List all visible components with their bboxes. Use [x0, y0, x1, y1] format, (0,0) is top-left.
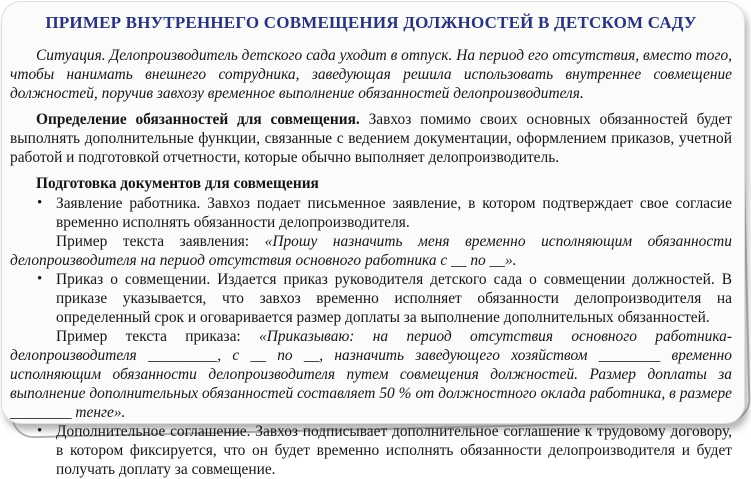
document-title: ПРИМЕР ВНУТРЕННЕГО СОВМЕЩЕНИЯ ДОЛЖНОСТЕЙ В ДЕТСКОМ САДУ: [45, 13, 697, 32]
bullet-line: [10, 270, 732, 327]
bullet-icon: •: [37, 271, 43, 287]
bullet-text: Приказ о совмещении. Издается приказ руководителя детского сада о совмещении должностей. В приказе указывается, что завхоз временно исполняет обязанности делопроизводителя на определенный срок и оговаривается размер доплаты за выполнение дополнительных обязанностей.: [56, 271, 732, 326]
document-card: [1, 1, 745, 478]
bullet-icon: •: [37, 423, 43, 439]
document-body: [10, 46, 732, 479]
example-quote: «Прошу назначить меня временно исполняющим обязанности делопроизводителя на период отсутствия основного работника с __ по __».: [10, 233, 732, 269]
bullet-item-application: [10, 194, 732, 270]
bullet-text: Заявление работника. Завхоз подает письменное заявление, в котором подтверждает свое согласие временно исполнять обязанности делопроизводителя.: [56, 195, 732, 231]
definition-body: Завхоз помимо своих основных обязанностей будет выполнять дополнительные функции, связанные с ведением документации, оформлением приказов, учетной работой и подготовкой отчетности, которые обычно выполняет делопроизводитель.: [10, 111, 732, 166]
bullet-list: [10, 194, 732, 479]
bullet-item-order: [10, 270, 732, 422]
bullet-item-agreement: [10, 422, 732, 479]
bullet-text: Дополнительное соглашение. Завхоз подписывает дополнительное соглашение к трудовому договору, в котором фиксируется, что он будет временно исполнять обязанности делопроизводителя и будет получать доплату за совмещение.: [56, 423, 732, 478]
example-label: Пример текста заявления:: [56, 233, 250, 250]
definition-paragraph: [10, 110, 732, 167]
bullet-icon: •: [37, 195, 43, 211]
subheading-document-preparation: Подготовка документов для совмещения: [36, 175, 319, 192]
situation-paragraph: Ситуация. Делопроизводитель детского сада уходит в отпуск. На период его отсутствия, вместо того, чтобы нанимать внешнего сотрудника, заведующая решила использовать внутреннее совмещение должностей, поручив завхозу временное выполнение обязанностей делопроизводителя.: [10, 47, 732, 102]
bullet-line: [10, 194, 732, 232]
definition-lead: Определение обязанностей для совмещения.: [36, 111, 360, 128]
example-paragraph: [10, 327, 732, 422]
example-paragraph: [10, 232, 732, 270]
example-quote: «Приказываю: на период отсутствия основного работника-делопроизводителя _________, с __ по __, назначить заведующего хозяйством ________ временно исполняющим обязанности делопроизводителя путем совмещения должностей. Размер доплаты за выполнение дополнительных обязанностей составляет 50 % от должностного оклада работника, в размере ________ тенге».: [10, 328, 732, 421]
bullet-line: [10, 422, 732, 479]
example-label: Пример текста приказа:: [56, 328, 241, 345]
